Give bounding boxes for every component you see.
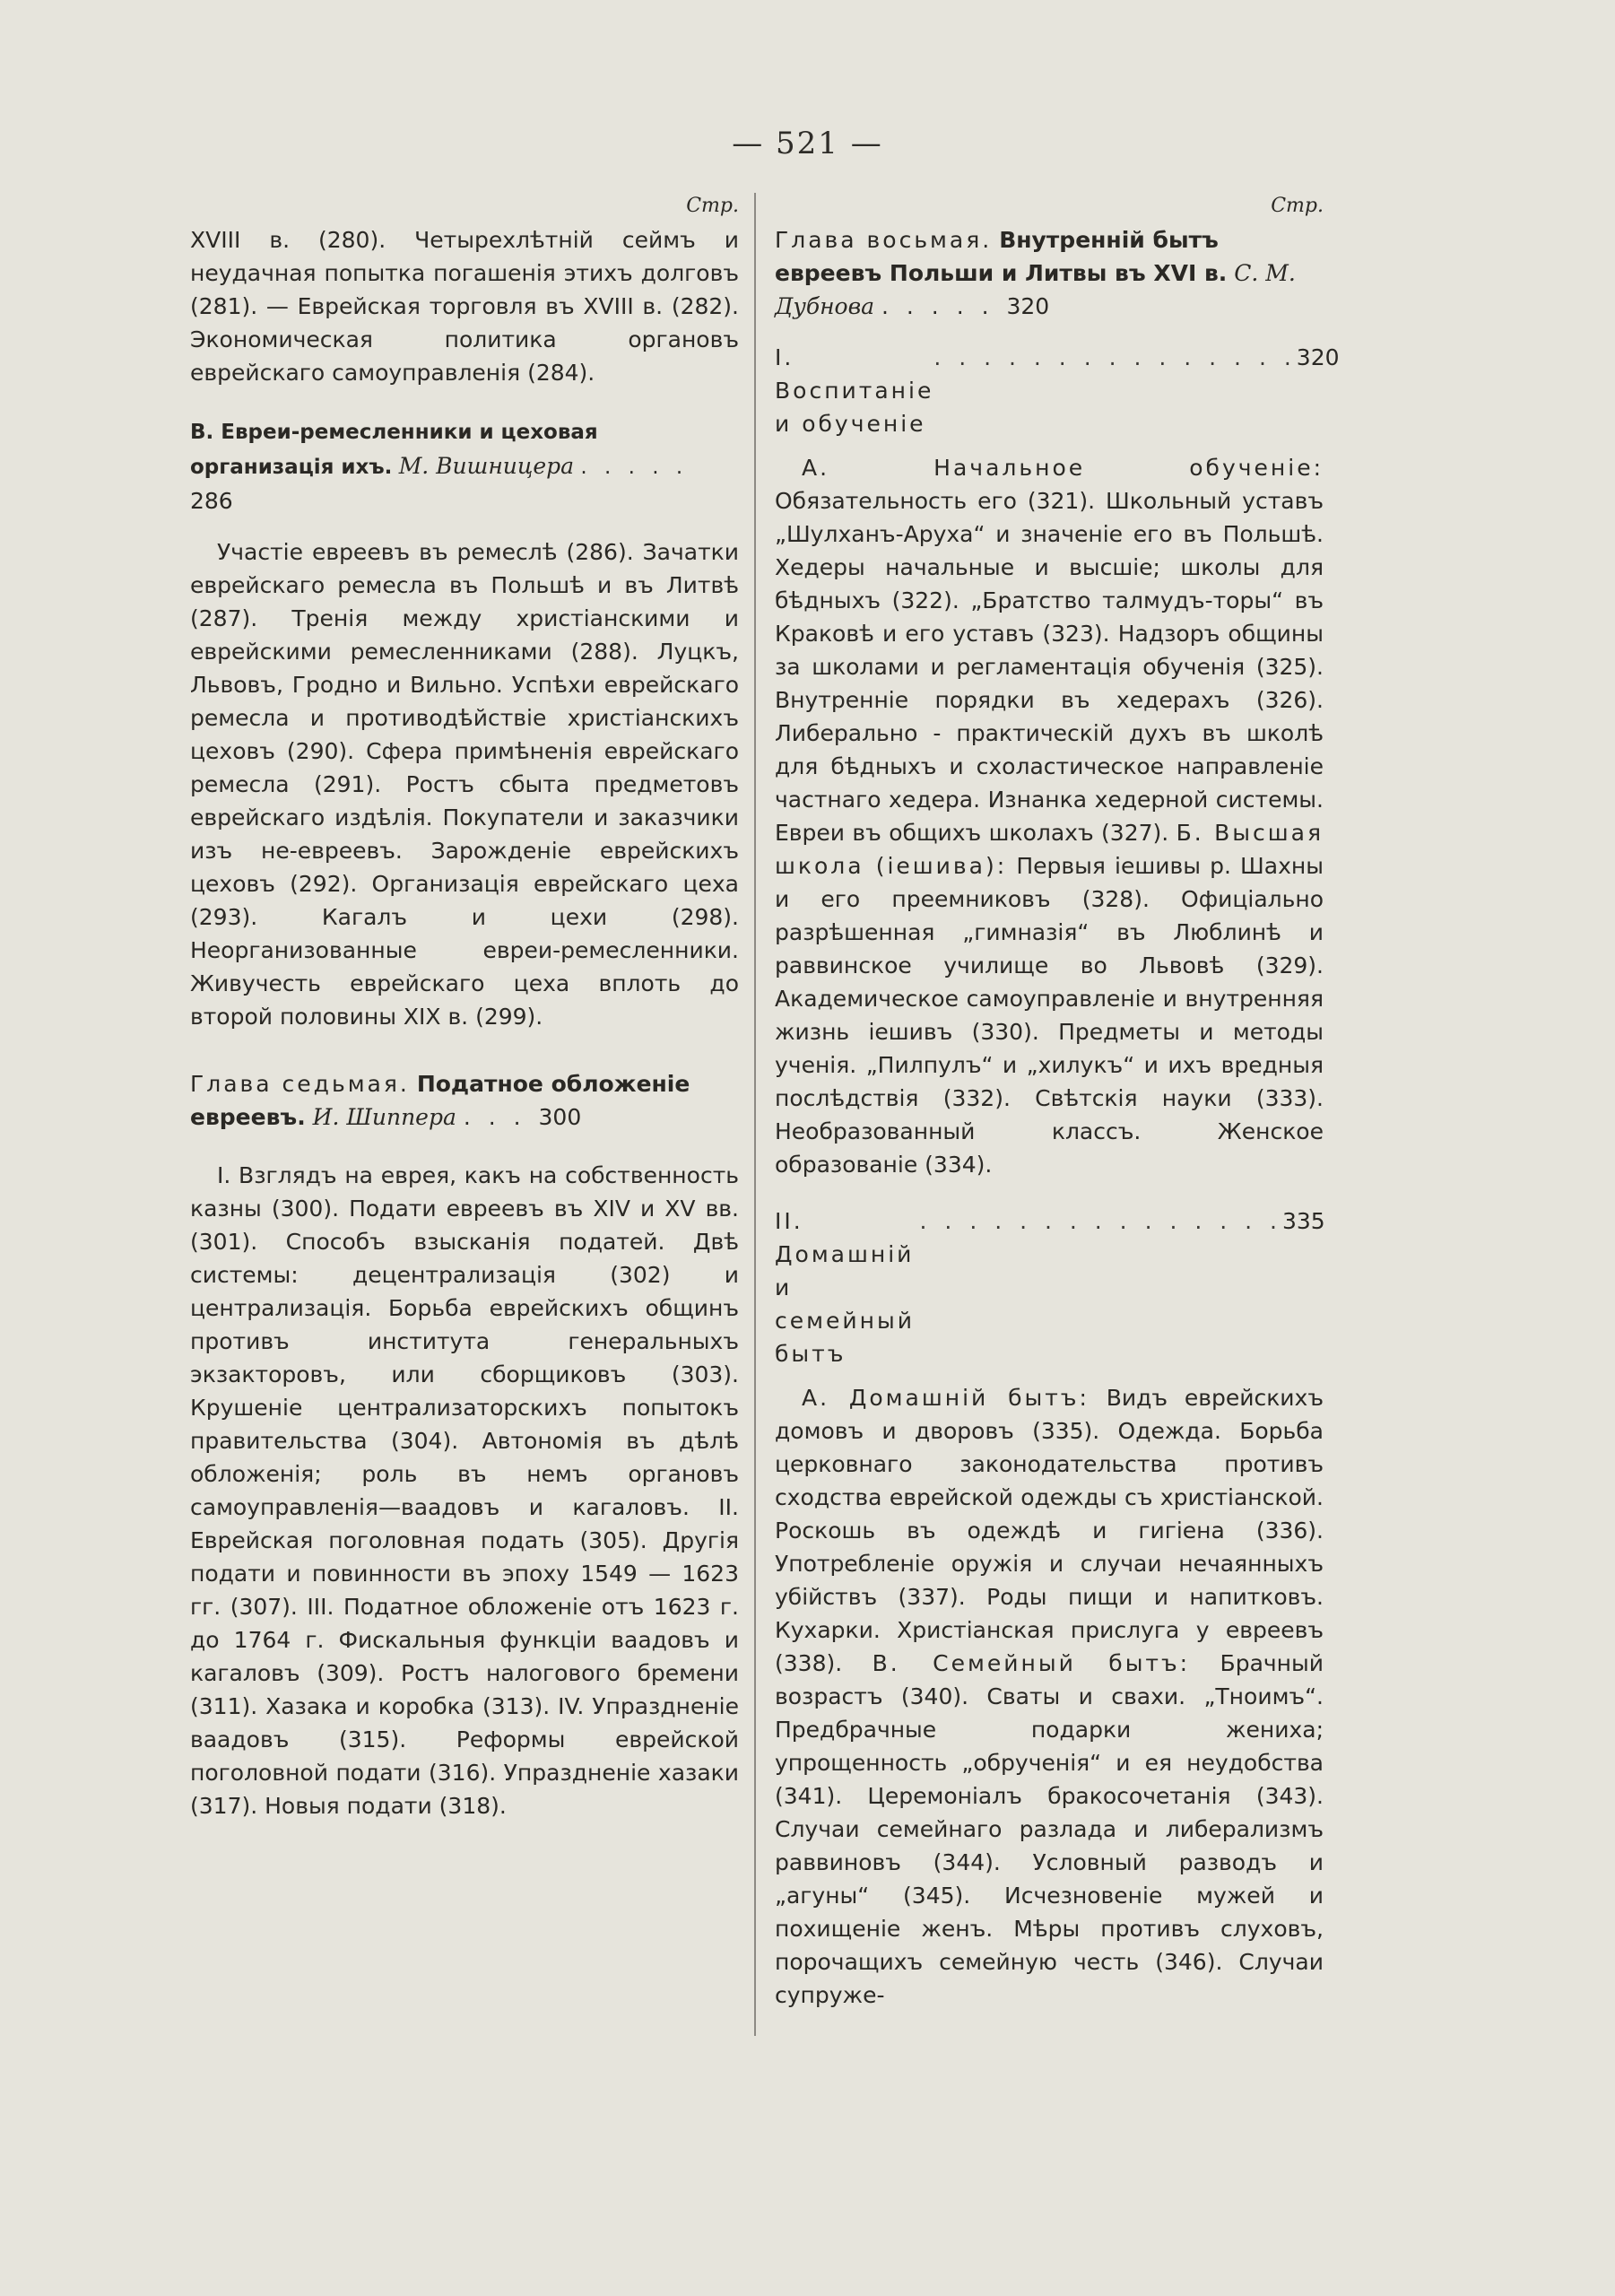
- section-one-title: I. Воспитаніе и обученіе: [775, 344, 934, 437]
- chapter-seven-title: Податное обложеніе евреевъ.: [190, 1071, 690, 1130]
- page-number: — 521 —: [732, 126, 883, 161]
- chapter-eight-title: Внутренній бытъ евреевъ Польши и Литвы въ XVI в.: [775, 227, 1228, 286]
- section-two-text: [775, 1381, 1324, 2012]
- chapter-seven-label: Глава седьмая.: [190, 1071, 410, 1097]
- intro-paragraph: XVIII в. (280). Четырехлѣтній сеймъ и неудачная попытка погашенія этихъ долговъ (281). — Еврейская торговля въ XVIII в. (282). Экономическая политика органовъ еврейскаго самоуправленія (284).: [190, 227, 739, 386]
- section-two-title: II. Домашній и семейный бытъ: [775, 1208, 915, 1367]
- section-one-page: 320: [1296, 344, 1340, 370]
- chapter-eight-author: С. М. Дубнова: [775, 260, 1296, 319]
- chapter-seven-text: I. Взглядъ на еврея, какъ на собственность казны (300). Подати евреевъ въ XIV и XV вв. (301). Способъ взысканія податей. Двѣ системы: децентрализація (302) и централизація. Борьба еврейскихъ общинъ противъ института генеральныхъ экзакторовъ, или сборщиковъ (303). Крушеніе централизаторскихъ попытокъ правительства (304). Автономія въ дѣлѣ обложенія; роль въ немъ органовъ самоуправленія—ваадовъ и кагаловъ. II. Еврейская поголовная подать (305). Другія подати и повинности въ эпоху 1549 — 1623 гг. (307). III. Податное обложеніе отъ 1623 г. до 1764 г. Фискальныя функціи ваадовъ и кагаловъ (309). Ростъ налогового бремени (311). Хазака и коробка (313). IV. Упраздненіе ваадовъ (315). Реформы еврейской поголовной подати (316). Упраздненіе хазаки (317). Новыя подати (318).: [190, 1162, 739, 1819]
- section-one-text: [775, 451, 1324, 1181]
- section-one-body-b: Первыя іешивы р. Шахны и его преемниковъ (328). Офиціально разрѣшенная „гимназія“ въ Люблинѣ и раввинское училище во Львовѣ (329). Академическое самоуправленіе и внутренняя жизнь іешивъ (330). Предметы и методы ученія. „Пилпулъ“ и „хилукъ“ и ихъ вредныя послѣдствія (332). Свѣтскія науки (333). Необразованный классъ. Женское образованіе (334).: [775, 853, 1324, 1178]
- chapter-seven-page: 300: [538, 1104, 582, 1130]
- chapter-eight-label: Глава восьмая.: [775, 227, 993, 253]
- section-two-heading: II. Домашній и семейный бытъ . . . . . . . . . . . . . . . 335: [775, 1205, 1324, 1370]
- section-one-heading: I. Воспитаніе и обученіе . . . . . . . . . . . . . . . 320: [775, 341, 1324, 440]
- page-label: Стр.: [686, 195, 739, 217]
- chapter-eight-heading: Глава восьмая. Внутренній бытъ евреевъ Польши и Литвы въ XVI в. С. М. Дубнова . . . . . 320: [775, 227, 1296, 319]
- section-one-lead: А. Начальное обученіе:: [802, 455, 1324, 481]
- section-v-text: Участіе евреевъ въ ремеслѣ (286). Зачатки еврейскаго ремесла въ Польшѣ и въ Литвѣ (287). Тренія между христіанскими и еврейскими ремесленниками (288). Луцкъ, Львовъ, Гродно и Вильно. Успѣхи еврейскаго ремесла и противодѣйствіе христіанскихъ цеховъ (290). Сфера примѣненія еврейскаго ремесла (291). Ростъ сбыта предметовъ еврейскаго издѣлія. Покупатели и заказчики изъ не-евреевъ. Зарожденіе еврейскихъ цеховъ (292). Организація еврейскаго цеха (293). Кагалъ и цехи (298). Неорганизованные евреи-ремесленники. Живучесть еврейскаго цеха вплоть до второй половины XIX в. (299).: [190, 539, 739, 1030]
- section-one-body: Обязательность его (321). Школьный уставъ „Шулханъ-Аруха“ и значеніе его въ Польшѣ. Хедеры начальные и высшіе; школы для бѣдныхъ (322). „Братство талмудъ-торы“ въ Краковѣ и его уставъ (323). Надзоръ общины за школами и регламентація обученія (325). Внутренніе порядки въ хедерахъ (326). Либерально - практическій духъ въ школѣ для бѣдныхъ и схоластическое направленіе частнаго хедера. Изнанка хедерной системы. Евреи въ общихъ школахъ (327).: [775, 488, 1324, 846]
- right-column: [775, 193, 1340, 2012]
- section-v-prefix: В. Евреи-ремесленники и цеховая организація ихъ.: [190, 421, 598, 479]
- section-v-page: 286: [190, 488, 233, 514]
- section-heading-v: В. Евреи-ремесленники и цеховая организація ихъ. М. Вишницера . . . . . 286: [190, 421, 689, 514]
- page-label-right: Стр.: [1271, 195, 1324, 217]
- section-two-lead-b: В. Семейный бытъ:: [872, 1650, 1191, 1676]
- chapter-eight-page: 320: [1006, 293, 1050, 319]
- section-two-lead: А. Домашній бытъ:: [802, 1385, 1090, 1411]
- column-divider: [754, 193, 756, 2036]
- section-two-body: Видъ еврейскихъ домовъ и дворовъ (335). Одежда. Борьба церковнаго законодательства противъ сходства еврейской одежды съ христіанской. Роскошь въ одеждѣ и гигіена (336). Употребленіе оружія и случаи нечаянныхъ убійствъ (337). Роды пищи и напитковъ. Кухарки. Христіанская прислуга у евреевъ (338).: [775, 1385, 1324, 1676]
- section-two-page: 335: [1282, 1208, 1325, 1234]
- section-one-lead-b: Б. Высшая школа (іешива):: [775, 820, 1324, 879]
- section-two-body-b: Брачный возрастъ (340). Сваты и свахи. „Тноимъ“. Предбрачные подарки жениха; упрощенность „обрученія“ и ея неудобства (341). Церемоніалъ бракосочетанія (343). Случаи семейнаго разлада и либерализмъ раввиновъ (344). Условный разводъ и „агуны“ (345). Исчезновеніе мужей и похищеніе женъ. Мѣры противъ слуховъ, порочащихъ семейную честь (346). Случаи супруже-: [775, 1650, 1324, 2008]
- left-column: [190, 193, 739, 1822]
- section-v-author: М. Вишницера: [398, 453, 575, 479]
- chapter-seven-author: И. Шиппера: [312, 1104, 456, 1130]
- chapter-seven-heading: Глава седьмая. Податное обложеніе евреевъ. И. Шиппера . . . 300: [190, 1071, 690, 1130]
